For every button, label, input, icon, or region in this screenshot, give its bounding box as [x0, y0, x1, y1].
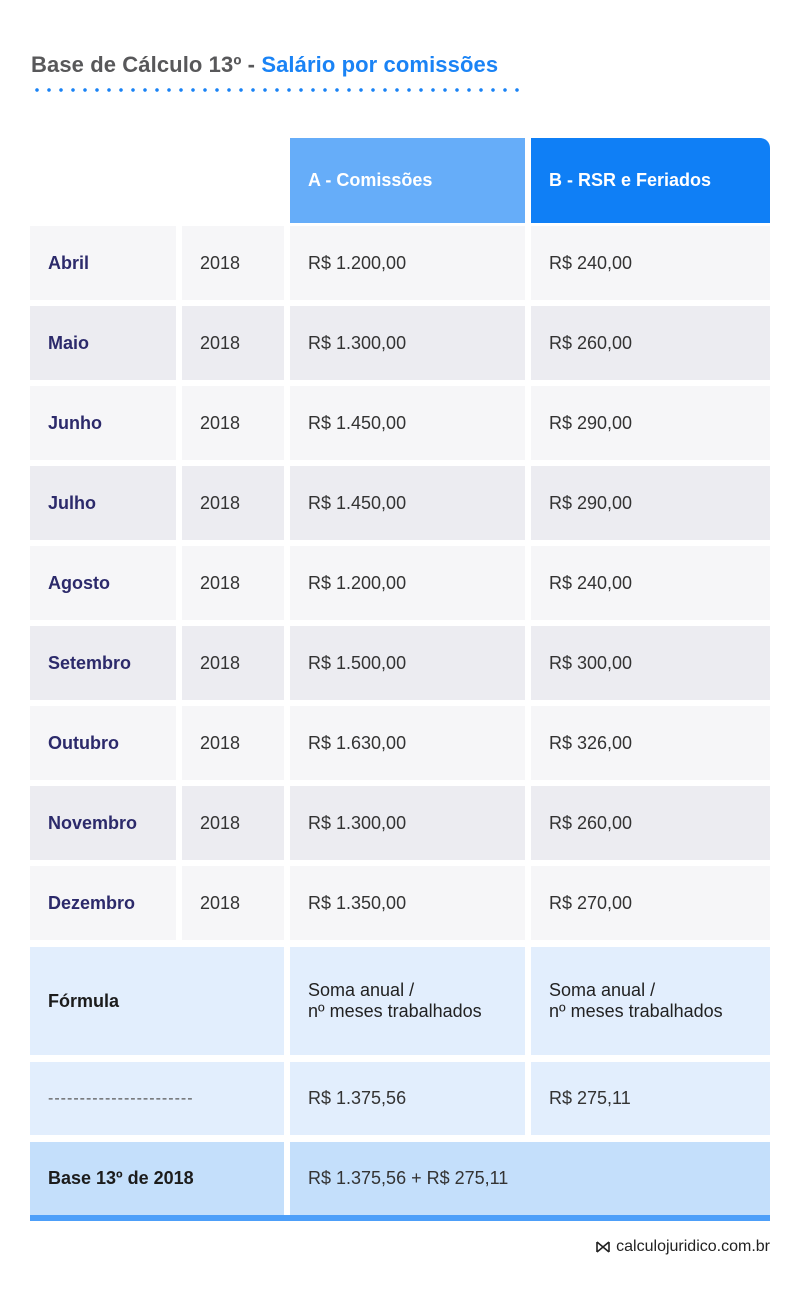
row-rsr: R$ 290,00: [531, 466, 770, 540]
row-year: 2018: [182, 386, 284, 460]
formula-b-line2: nº meses trabalhados: [549, 1001, 723, 1021]
row-month: Outubro: [30, 706, 176, 780]
row-year: 2018: [182, 786, 284, 860]
formula-b: [531, 947, 770, 1055]
table-bottom-bar: [30, 1215, 770, 1221]
row-comissoes: R$ 1.200,00: [290, 226, 525, 300]
row-month: Abril: [30, 226, 176, 300]
formula-label: Fórmula: [30, 947, 284, 1055]
result-dashes: -----------------------: [30, 1062, 284, 1135]
title-accent: Salário por comissões: [261, 52, 499, 77]
row-comissoes: R$ 1.350,00: [290, 866, 525, 940]
row-rsr: R$ 270,00: [531, 866, 770, 940]
row-year: 2018: [182, 546, 284, 620]
row-comissoes: R$ 1.450,00: [290, 466, 525, 540]
formula-a: [290, 947, 525, 1055]
row-year: 2018: [182, 466, 284, 540]
row-month: Junho: [30, 386, 176, 460]
result-a: R$ 1.375,56: [290, 1062, 525, 1135]
row-rsr: R$ 260,00: [531, 306, 770, 380]
row-year: 2018: [182, 306, 284, 380]
base-value: R$ 1.375,56 + R$ 275,11: [290, 1142, 770, 1215]
footer-site: calculojuridico.com.br: [616, 1238, 770, 1255]
title-prefix: Base de Cálculo 13º -: [31, 52, 262, 77]
row-rsr: R$ 300,00: [531, 626, 770, 700]
result-b: R$ 275,11: [531, 1062, 770, 1135]
row-rsr: R$ 240,00: [531, 546, 770, 620]
calculo-logo-icon: [596, 1240, 610, 1254]
row-month: Agosto: [30, 546, 176, 620]
row-month: Dezembro: [30, 866, 176, 940]
formula-b-line1: Soma anual /: [549, 980, 656, 1000]
row-rsr: R$ 326,00: [531, 706, 770, 780]
row-rsr: R$ 290,00: [531, 386, 770, 460]
row-comissoes: R$ 1.500,00: [290, 626, 525, 700]
row-comissoes: R$ 1.300,00: [290, 786, 525, 860]
row-month: Setembro: [30, 626, 176, 700]
row-year: 2018: [182, 866, 284, 940]
row-month: Novembro: [30, 786, 176, 860]
row-comissoes: R$ 1.300,00: [290, 306, 525, 380]
row-comissoes: R$ 1.450,00: [290, 386, 525, 460]
row-year: 2018: [182, 626, 284, 700]
footer-brand[interactable]: [596, 1238, 770, 1256]
row-year: 2018: [182, 226, 284, 300]
row-year: 2018: [182, 706, 284, 780]
row-comissoes: R$ 1.200,00: [290, 546, 525, 620]
base-label: Base 13º de 2018: [30, 1142, 284, 1215]
row-rsr: R$ 260,00: [531, 786, 770, 860]
formula-a-line2: nº meses trabalhados: [308, 1001, 482, 1021]
row-month: Julho: [30, 466, 176, 540]
formula-a-line1: Soma anual /: [308, 980, 415, 1000]
row-rsr: R$ 240,00: [531, 226, 770, 300]
row-month: Maio: [30, 306, 176, 380]
row-comissoes: R$ 1.630,00: [290, 706, 525, 780]
dotted-divider: [31, 88, 519, 92]
page-title: [31, 52, 498, 78]
header-comissoes: A - Comissões: [290, 138, 525, 223]
header-rsr-feriados: B - RSR e Feriados: [531, 138, 770, 223]
